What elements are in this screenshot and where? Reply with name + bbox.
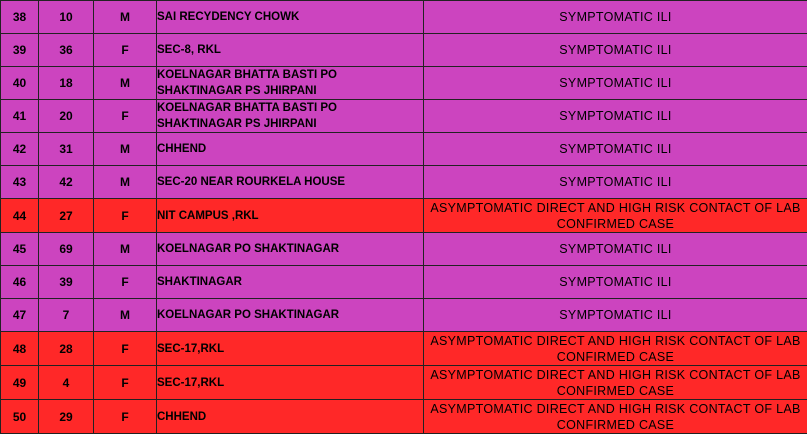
address-cell: SEC-8, RKL [157,34,424,67]
category-cell: SYMPTOMATIC ILI [424,100,807,133]
sex-cell: M [94,233,157,266]
age-cell: 7 [39,299,94,332]
sex-cell: F [94,199,157,233]
serial-number-cell: 40 [1,67,39,100]
serial-number-cell: 44 [1,199,39,233]
address-cell: NIT CAMPUS ,RKL [157,199,424,233]
category-cell: SYMPTOMATIC ILI [424,233,807,266]
address-cell: CHHEND [157,133,424,166]
category-cell: SYMPTOMATIC ILI [424,133,807,166]
age-cell: 20 [39,100,94,133]
age-cell: 31 [39,133,94,166]
table-row [1,233,807,266]
table-row [1,133,807,166]
sex-cell: F [94,400,157,434]
serial-number-cell: 45 [1,233,39,266]
table-row [1,266,807,299]
serial-number-cell: 49 [1,366,39,400]
address-cell: KOELNAGAR BHATTA BASTI PO SHAKTINAGAR PS JHIRPANI [157,100,424,133]
sex-cell: M [94,67,157,100]
age-cell: 10 [39,1,94,34]
sex-cell: F [94,366,157,400]
address-cell: KOELNAGAR PO SHAKTINAGAR [157,299,424,332]
category-cell: SYMPTOMATIC ILI [424,166,807,199]
age-cell: 29 [39,400,94,434]
address-cell: SHAKTINAGAR [157,266,424,299]
serial-number-cell: 47 [1,299,39,332]
serial-number-cell: 50 [1,400,39,434]
address-cell: SEC-17,RKL [157,366,424,400]
sex-cell: F [94,100,157,133]
address-cell: SAI RECYDENCY CHOWK [157,1,424,34]
serial-number-cell: 46 [1,266,39,299]
sex-cell: M [94,166,157,199]
category-cell: SYMPTOMATIC ILI [424,34,807,67]
table-row [1,34,807,67]
sex-cell: F [94,266,157,299]
serial-number-cell: 48 [1,332,39,366]
category-cell: SYMPTOMATIC ILI [424,299,807,332]
table-row [1,67,807,100]
table-row [1,366,807,400]
table-row [1,299,807,332]
address-cell: SEC-17,RKL [157,332,424,366]
sex-cell: M [94,133,157,166]
age-cell: 39 [39,266,94,299]
table-row [1,199,807,233]
sex-cell: M [94,1,157,34]
address-cell: KOELNAGAR BHATTA BASTI PO SHAKTINAGAR PS JHIRPANI [157,67,424,100]
table-row [1,166,807,199]
age-cell: 27 [39,199,94,233]
category-cell: ASYMPTOMATIC DIRECT AND HIGH RISK CONTACT OF LAB CONFIRMED CASE [424,400,807,434]
age-cell: 18 [39,67,94,100]
case-list-body [1,1,807,434]
category-cell: SYMPTOMATIC ILI [424,266,807,299]
age-cell: 36 [39,34,94,67]
category-cell: ASYMPTOMATIC DIRECT AND HIGH RISK CONTACT OF LAB CONFIRMED CASE [424,332,807,366]
table-row [1,1,807,34]
age-cell: 4 [39,366,94,400]
sex-cell: F [94,34,157,67]
serial-number-cell: 43 [1,166,39,199]
category-cell: ASYMPTOMATIC DIRECT AND HIGH RISK CONTACT OF LAB CONFIRMED CASE [424,366,807,400]
category-cell: SYMPTOMATIC ILI [424,67,807,100]
address-cell: CHHEND [157,400,424,434]
table-row [1,100,807,133]
serial-number-cell: 42 [1,133,39,166]
serial-number-cell: 39 [1,34,39,67]
age-cell: 69 [39,233,94,266]
sex-cell: M [94,299,157,332]
table-row [1,332,807,366]
age-cell: 42 [39,166,94,199]
serial-number-cell: 38 [1,1,39,34]
address-cell: KOELNAGAR PO SHAKTINAGAR [157,233,424,266]
category-cell: ASYMPTOMATIC DIRECT AND HIGH RISK CONTACT OF LAB CONFIRMED CASE [424,199,807,233]
address-cell: SEC-20 NEAR ROURKELA HOUSE [157,166,424,199]
sex-cell: F [94,332,157,366]
age-cell: 28 [39,332,94,366]
category-cell: SYMPTOMATIC ILI [424,1,807,34]
serial-number-cell: 41 [1,100,39,133]
table-row [1,400,807,434]
